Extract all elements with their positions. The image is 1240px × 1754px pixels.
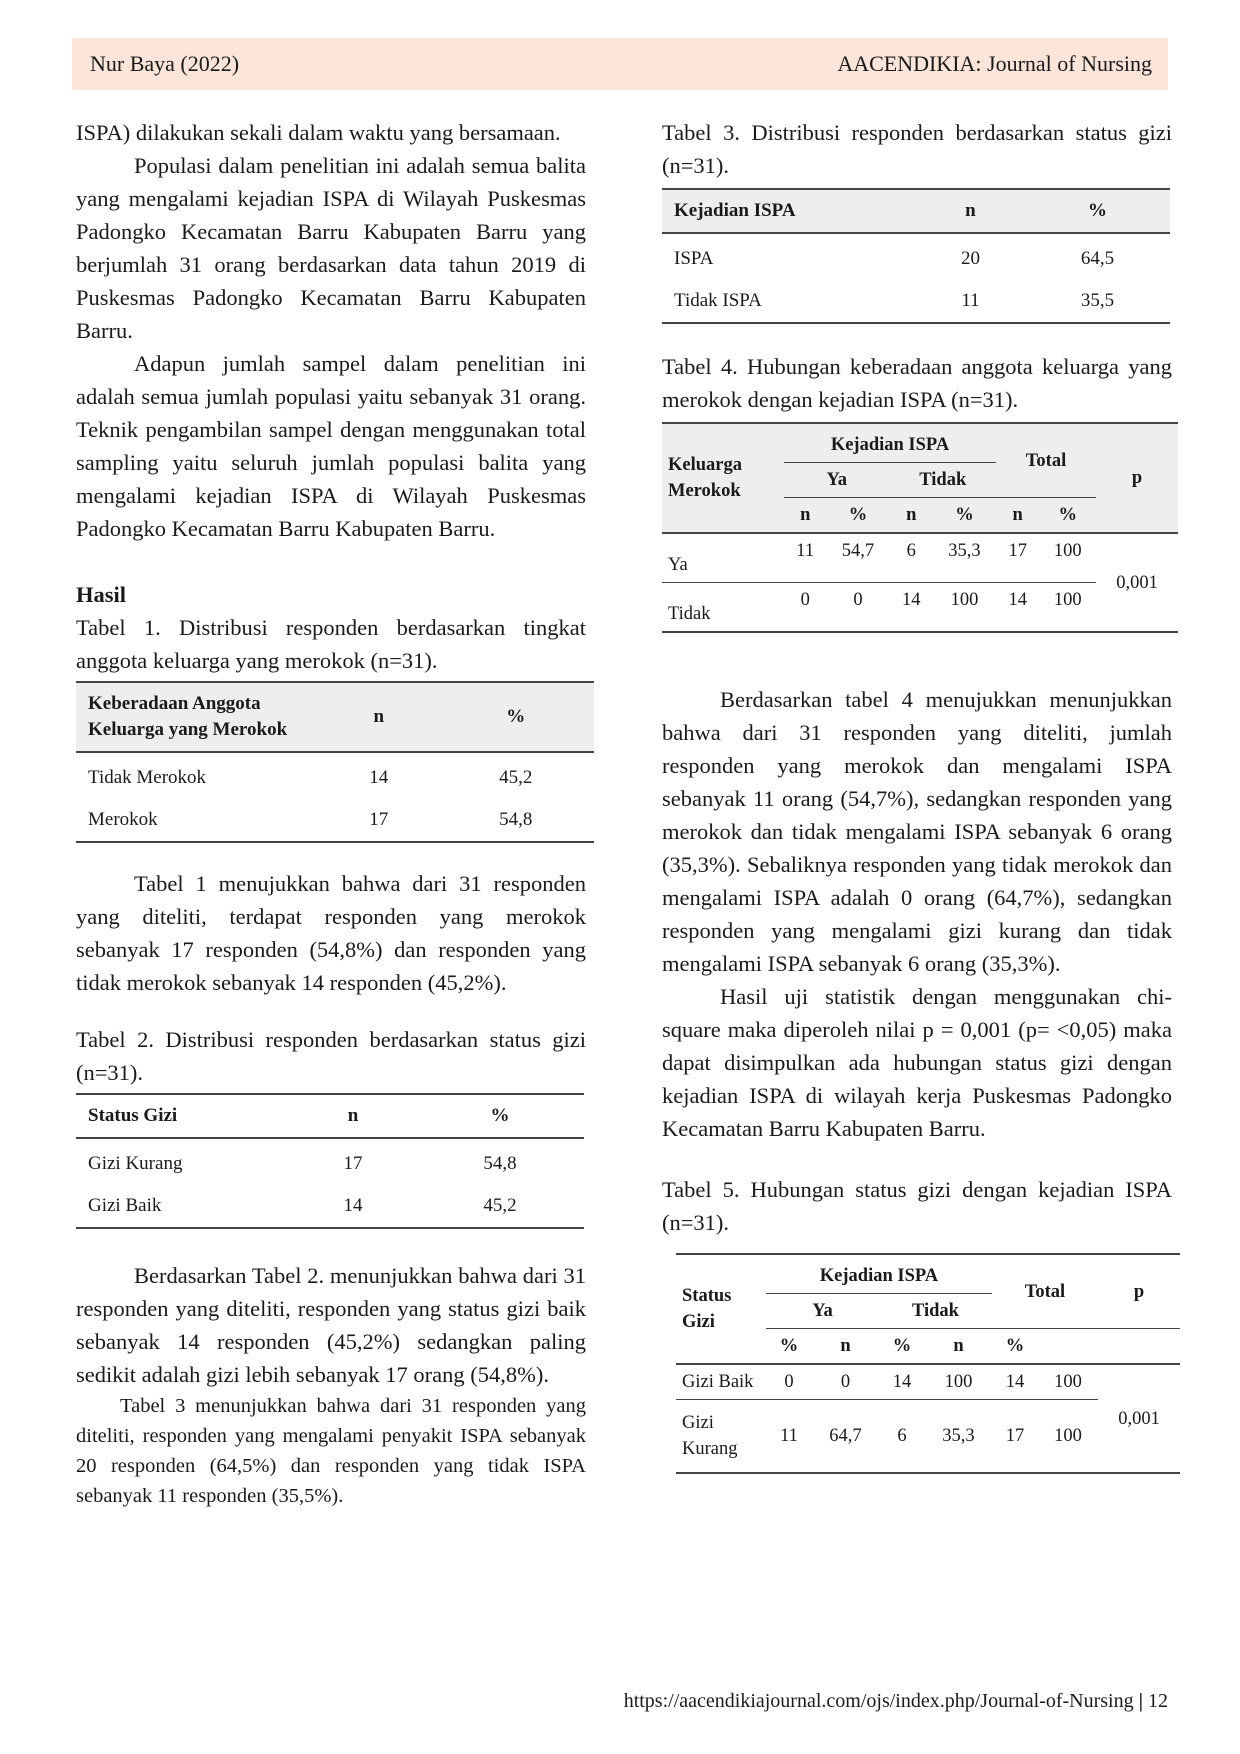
table2 <box>76 1093 584 1229</box>
running-header <box>72 38 1168 90</box>
paragraph: Tabel 3 menunjukkan bahwa dari 31 responden yang diteliti, responden yang mengalami penyakit ISPA sebanyak 20 responden (64,5%) dan responden yang tidak ISPA sebanyak 11 responden (35,5%). <box>76 1395 586 1507</box>
paragraph: Tabel 1 menujukkan bahwa dari 31 responden yang diteliti, terdapat responden yang merokok sebanyak 17 responden (54,8%) dan responden yang tidak merokok sebanyak 14 responden (45,2%). <box>76 871 586 995</box>
table-row: Ya 11 54,7 6 35,3 17 100 0,001 <box>662 533 1178 583</box>
table-row: Merokok 17 54,8 <box>88 809 533 830</box>
paragraph: Hasil uji statistik dengan menggunakan chi-square maka diperoleh nilai p = 0,001 (p= <0,05) maka dapat disimpulkan ada hubungan status gizi dengan kejadian ISPA di wilayah kerja Puskesmas Padongko Kecamatan Barru Kabupaten Barru. <box>662 984 1172 1141</box>
table4: Keluarga Merokok Kejadian ISPA Total p Ya Tidak n % n % n % Ya 11 54,7 6 35,3 17 100 0,001 Tidak 0 0 14 100 14 100 <box>662 422 1178 633</box>
left-column <box>76 116 586 1511</box>
table-row: Tidak 0 0 14 100 14 100 <box>668 590 1082 624</box>
table-header: Kejadian ISPA <box>662 189 916 233</box>
table3 <box>662 188 1170 324</box>
p-value: 0,001 <box>1116 572 1158 593</box>
table-header: n <box>290 1094 416 1138</box>
paragraph: Adapun jumlah sampel dalam penelitian ini adalah semua jumlah populasi yaitu sebanyak 31 orang. Teknik pengambilan sampel dengan menggunakan total sampling yaitu seluruh jumlah populasi balita yang mengalami kejadian ISPA di Wilayah Puskesmas Padongko Kecamatan Barru Kabupaten Barru. <box>76 351 586 541</box>
table1 <box>76 681 594 843</box>
paragraph: Populasi dalam penelitian ini adalah semua balita yang mengalami kejadian ISPA di Wilayah Puskesmas Padongko Kecamatan Barru Kabupaten Barru yang berjumlah 31 orang berdasarkan data tahun 2019 di Puskesmas Padongko Kecamatan Barru Kabupaten Barru. <box>76 153 586 343</box>
table-header: n <box>916 189 1025 233</box>
header-author: Nur Baya (2022) <box>90 51 240 76</box>
journal-url[interactable]: https://aacendikiajournal.com/ojs/index.php/Journal-of-Nursing <box>623 1690 1134 1712</box>
table2-caption: Tabel 2. Distribusi responden berdasarkan status gizi (n=31). <box>76 1027 586 1085</box>
table4-caption: Tabel 4. Hubungan keberadaan anggota keluarga yang merokok dengan kejadian ISPA (n=31). <box>662 354 1172 412</box>
table-row: Tidak ISPA 11 35,5 <box>674 290 1115 311</box>
table5: Status Gizi Kejadian ISPA Total p Ya Tidak % n % n % Gizi Baik 0 0 14 100 14 100 0,001 Gizi Kurang 11 64,7 6 35,3 17 100 <box>676 1253 1180 1474</box>
footer-separator: | <box>1138 1690 1143 1712</box>
page-number: 12 <box>1148 1690 1168 1712</box>
paragraph: Berdasarkan Tabel 2. menunjukkan bahwa dari 31 responden yang diteliti, responden yang status gizi baik sebanyak 14 responden (45,2%) sedangkan paling sedikit adalah gizi lebih sebanyak 17 orang (54,8%). <box>76 1263 586 1387</box>
table1-caption: Tabel 1. Distribusi responden berdasarkan tingkat anggota keluarga yang merokok (n=31). <box>76 615 586 673</box>
table5-caption: Tabel 5. Hubungan status gizi dengan kejadian ISPA (n=31). <box>662 1177 1172 1235</box>
table-row: Gizi Baik 0 0 14 100 14 100 0,001 <box>676 1364 1180 1400</box>
table-row: Tidak Merokok 14 45,2 <box>88 767 533 788</box>
table-row: Gizi Baik 14 45,2 <box>88 1195 517 1216</box>
page-footer <box>624 1690 1168 1713</box>
table-header: % <box>416 1094 584 1138</box>
table-header: Status Gizi <box>76 1094 290 1138</box>
header-journal: AACENDIKIA: Journal of Nursing <box>837 51 1152 76</box>
paragraph: ISPA) dilakukan sekali dalam waktu yang bersamaan. <box>76 120 561 145</box>
table-header: Keberadaan Anggota Keluarga yang Merokok <box>76 682 320 752</box>
table-row: ISPA 20 64,5 <box>674 248 1115 269</box>
paragraph: Berdasarkan tabel 4 menujukkan menunjukkan bahwa dari 31 responden yang diteliti, jumlah responden yang merokok dan mengalami ISPA sebanyak 11 orang (54,7%), sedangkan responden yang merokok dan tidak mengalami ISPA sebanyak 6 orang (35,3%). Sebaliknya responden yang tidak merokok dan mengalami ISPA adalah 0 orang (64,7%), sedangkan responden yang mengalami gizi kurang dan tidak mengalami ISPA sebanyak 6 orang (35,3%). <box>662 687 1172 976</box>
right-column <box>662 116 1172 1474</box>
table-row: Gizi Kurang 17 54,8 <box>88 1153 517 1174</box>
table-header: n <box>320 682 438 752</box>
table3-caption: Tabel 3. Distribusi responden berdasarkan status gizi (n=31). <box>662 120 1172 178</box>
p-value: 0,001 <box>1118 1408 1160 1429</box>
table-header: % <box>438 682 594 752</box>
table-row: Gizi Kurang 11 64,7 6 35,3 17 100 <box>682 1413 1082 1459</box>
table-header: % <box>1025 189 1170 233</box>
section-heading: Hasil <box>76 582 127 607</box>
